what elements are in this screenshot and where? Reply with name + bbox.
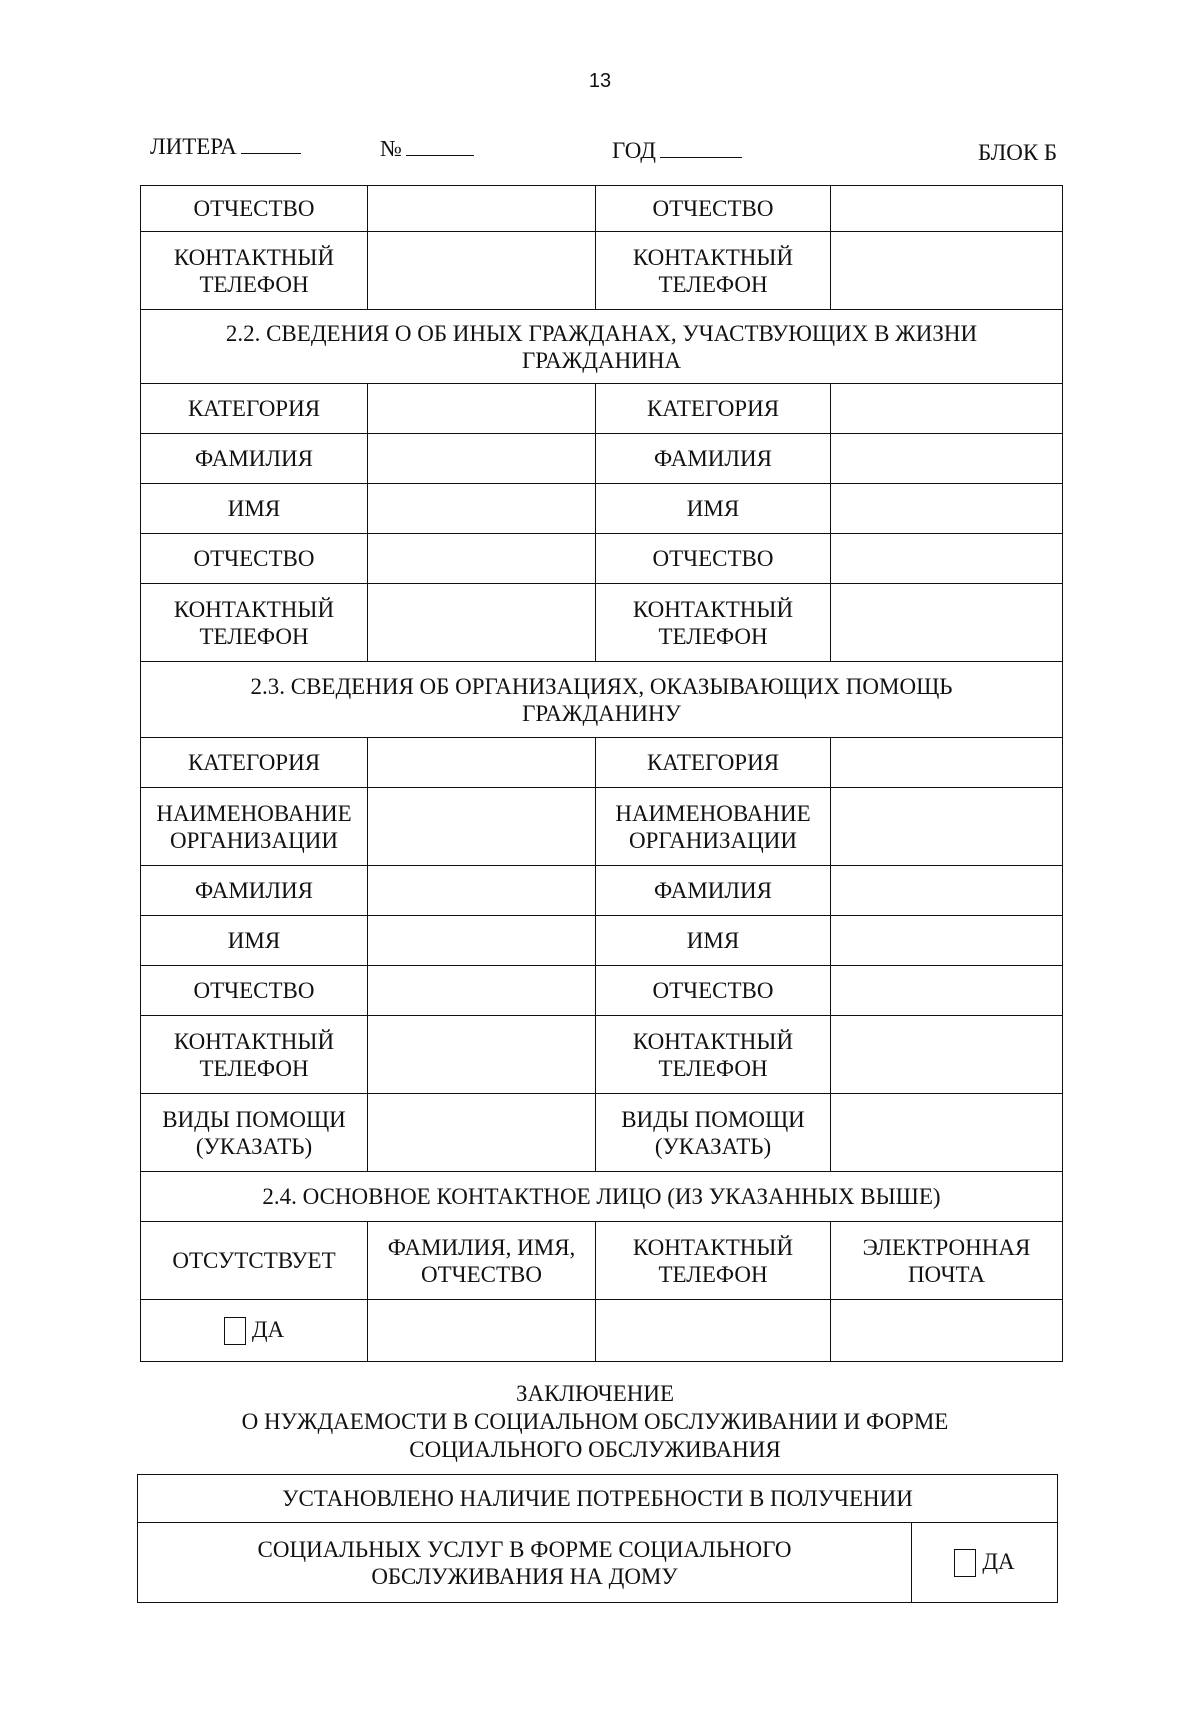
conclusion-row [138,1475,1058,1523]
form-row [141,484,1063,534]
form-row [141,866,1063,916]
phone-input[interactable] [368,584,596,662]
surname-input[interactable] [368,866,596,916]
conclusion-heading [130,1380,1060,1464]
form-row [141,384,1063,434]
name-input[interactable] [368,916,596,966]
category-label: КАТЕГОРИЯ [141,384,368,434]
form-row [141,186,1063,232]
patronymic-label: ОТЧЕСТВО [596,186,831,232]
surname-input[interactable] [368,434,596,484]
name-label: ИМЯ [596,916,831,966]
patronymic-input[interactable] [831,534,1063,584]
patronymic-label: ОТЧЕСТВО [596,534,831,584]
help-types-input[interactable] [831,1094,1063,1172]
patronymic-input[interactable] [831,966,1063,1016]
surname-label: ФАМИЛИЯ [141,866,368,916]
form-row [141,584,1063,662]
section-2-4-heading: 2.4. ОСНОВНОЕ КОНТАКТНОЕ ЛИЦО (ИЗ УКАЗАННЫХ ВЫШЕ) [141,1172,1063,1222]
full-name-input[interactable] [368,1300,596,1362]
form-row [141,738,1063,788]
number-field [380,136,474,162]
patronymic-input[interactable] [368,186,596,232]
contact-input-row [141,1300,1063,1362]
conclusion-subtitle-line1: О НУЖДАЕМОСТИ В СОЦИАЛЬНОМ ОБСЛУЖИВАНИИ И ФОРМЕ [241,1409,949,1434]
org-name-input[interactable] [831,788,1063,866]
phone-label: КОНТАКТНЫЙ ТЕЛЕФОН [596,232,831,310]
phone-input[interactable] [831,1016,1063,1094]
patronymic-label: ОТЧЕСТВО [596,966,831,1016]
conclusion-subtitle-line2: СОЦИАЛЬНОГО ОБСЛУЖИВАНИЯ [409,1437,781,1462]
patronymic-input[interactable] [368,534,596,584]
litera-label: ЛИТЕРА [150,134,237,159]
form-row [141,916,1063,966]
absent-yes-label: ДА [251,1316,285,1342]
surname-input[interactable] [831,434,1063,484]
conclusion-title: ЗАКЛЮЧЕНИЕ [515,1381,675,1406]
form-row [141,534,1063,584]
phone-input[interactable] [831,232,1063,310]
section-2-3-heading: 2.3. СВЕДЕНИЯ ОБ ОРГАНИЗАЦИЯХ, ОКАЗЫВАЮЩИХ ПОМОЩЬ ГРАЖДАНИНУ [141,662,1063,738]
name-label: ИМЯ [596,484,831,534]
home-service-checkbox[interactable] [954,1549,976,1577]
form-row [141,1016,1063,1094]
phone-input[interactable] [596,1300,831,1362]
form-row [141,1094,1063,1172]
surname-label: ФАМИЛИЯ [141,434,368,484]
main-form-table [140,185,1063,1362]
category-label: КАТЕГОРИЯ [141,738,368,788]
year-field [612,138,742,164]
year-label: ГОД [612,138,656,163]
surname-label: ФАМИЛИЯ [596,434,831,484]
category-input[interactable] [831,384,1063,434]
category-label: КАТЕГОРИЯ [596,738,831,788]
help-types-label: ВИДЫ ПОМОЩИ (УКАЗАТЬ) [141,1094,368,1172]
name-label: ИМЯ [141,484,368,534]
home-service-yes-label: ДА [982,1548,1015,1574]
absent-cell [141,1300,368,1362]
phone-label: КОНТАКТНЫЙ ТЕЛЕФОН [141,584,368,662]
absent-header: ОТСУТСТВУЕТ [141,1222,368,1300]
litera-field [150,134,301,160]
full-name-header: ФАМИЛИЯ, ИМЯ, ОТЧЕСТВО [368,1222,596,1300]
phone-input[interactable] [368,1016,596,1094]
form-row [141,434,1063,484]
phone-label: КОНТАКТНЫЙ ТЕЛЕФОН [596,584,831,662]
form-row [141,232,1063,310]
patronymic-label: ОТЧЕСТВО [141,186,368,232]
conclusion-table [137,1474,1058,1603]
name-input[interactable] [831,916,1063,966]
category-label: КАТЕГОРИЯ [596,384,831,434]
year-blank[interactable] [660,139,742,158]
surname-label: ФАМИЛИЯ [596,866,831,916]
section-heading-row [141,310,1063,384]
number-blank[interactable] [406,137,474,156]
category-input[interactable] [368,384,596,434]
phone-label: КОНТАКТНЫЙ ТЕЛЕФОН [596,1016,831,1094]
need-established-text: УСТАНОВЛЕНО НАЛИЧИЕ ПОТРЕБНОСТИ В ПОЛУЧЕНИИ [138,1475,1058,1523]
category-input[interactable] [831,738,1063,788]
litera-blank[interactable] [241,135,301,154]
org-name-input[interactable] [368,788,596,866]
phone-input[interactable] [368,232,596,310]
page-number: 13 [588,70,612,92]
help-types-input[interactable] [368,1094,596,1172]
conclusion-row [138,1523,1058,1603]
section-2-2-heading: 2.2. СВЕДЕНИЯ О ОБ ИНЫХ ГРАЖДАНАХ, УЧАСТВУЮЩИХ В ЖИЗНИ ГРАЖДАНИНА [141,310,1063,384]
patronymic-label: ОТЧЕСТВО [141,534,368,584]
patronymic-input[interactable] [831,186,1063,232]
absent-checkbox[interactable] [224,1317,246,1345]
form-row [141,966,1063,1016]
help-types-label: ВИДЫ ПОМОЩИ (УКАЗАТЬ) [596,1094,831,1172]
org-name-label: НАИМЕНОВАНИЕ ОРГАНИЗАЦИИ [141,788,368,866]
patronymic-input[interactable] [368,966,596,1016]
phone-label: КОНТАКТНЫЙ ТЕЛЕФОН [141,232,368,310]
block-label: БЛОК Б [978,140,1058,165]
name-input[interactable] [831,484,1063,534]
phone-header: КОНТАКТНЫЙ ТЕЛЕФОН [596,1222,831,1300]
email-input[interactable] [831,1300,1063,1362]
section-heading-row [141,662,1063,738]
email-header: ЭЛЕКТРОННАЯ ПОЧТА [831,1222,1063,1300]
patronymic-label: ОТЧЕСТВО [141,966,368,1016]
org-name-label: НАИМЕНОВАНИЕ ОРГАНИЗАЦИИ [596,788,831,866]
home-service-text: СОЦИАЛЬНЫХ УСЛУГ В ФОРМЕ СОЦИАЛЬНОГО ОБСЛУЖИВАНИЯ НА ДОМУ [138,1523,912,1603]
contact-header-row [141,1222,1063,1300]
category-input[interactable] [368,738,596,788]
number-label: № [380,136,402,161]
form-row [141,788,1063,866]
phone-label: КОНТАКТНЫЙ ТЕЛЕФОН [141,1016,368,1094]
surname-input[interactable] [831,866,1063,916]
name-input[interactable] [368,484,596,534]
name-label: ИМЯ [141,916,368,966]
phone-input[interactable] [831,584,1063,662]
section-heading-row [141,1172,1063,1222]
home-service-answer-cell [912,1523,1058,1603]
